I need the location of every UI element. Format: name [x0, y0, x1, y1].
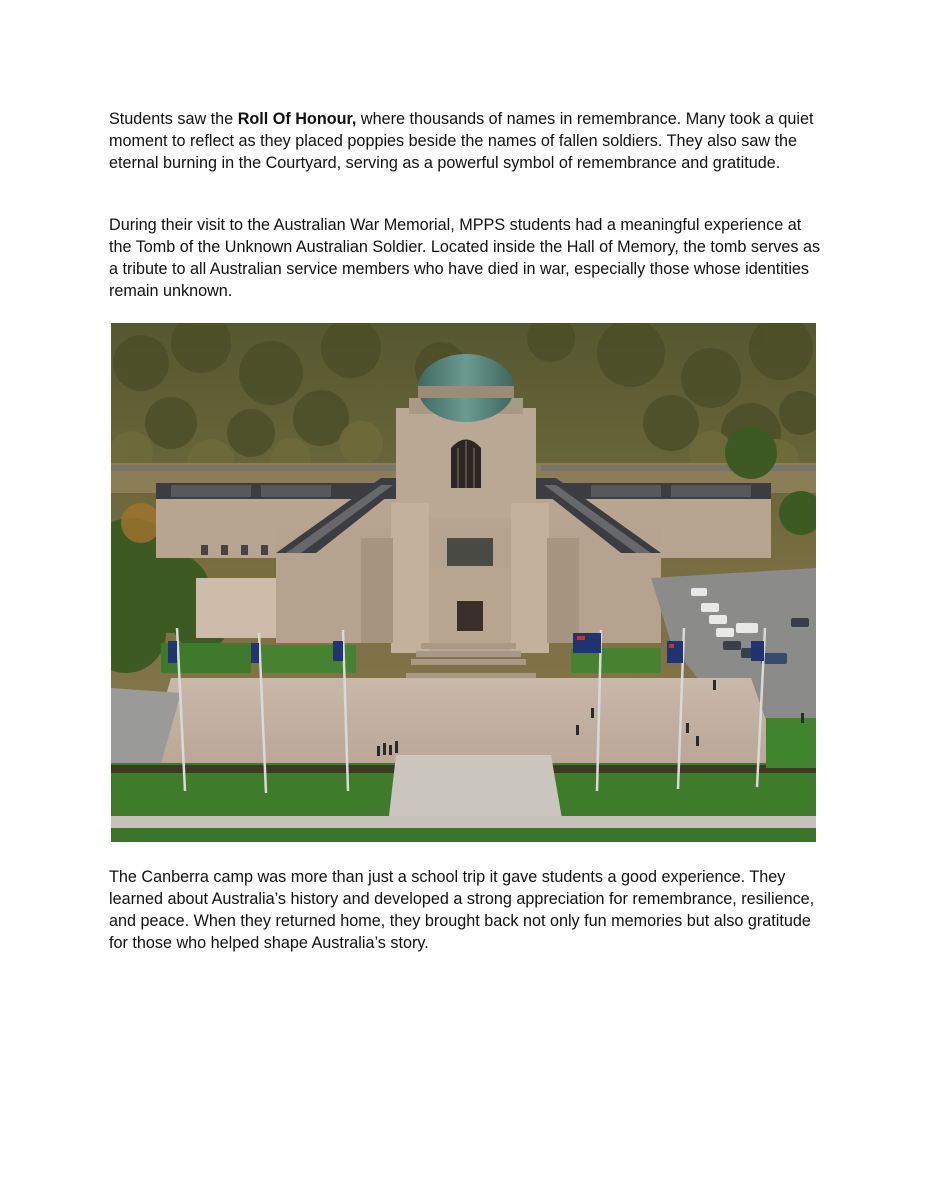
paragraph-roll-of-honour — [109, 108, 821, 174]
paragraph-tomb-visit: During their visit to the Australian War Memorial, MPPS students had a meaningful experience at the Tomb of the Unknown Australian Soldier. Located inside the Hall of Memory, the tomb serves as a tribute to all Australian service members who have died in war, especially those whose identities remain unknown. — [109, 216, 821, 300]
paragraph-conclusion: The Canberra camp was more than just a school trip it gave students a good experience. They learned about Australia’s history and developed a strong appreciation for remembrance, resilience, and peace. When they returned home, they brought back not only fun memories but also gratitude for those who helped shape Australia’s story. — [109, 868, 815, 952]
paragraph-suffix: where thousands of names in remembrance. Many took a quiet moment to reflect as they placed poppies beside the names of fallen soldiers. They also saw the eternal burning in the Courtyard, serving as a powerful symbol of remembrance and gratitude. — [109, 110, 814, 172]
paragraph-prefix: Students saw the — [109, 110, 238, 128]
roll-of-honour-bold: Roll Of Honour, — [237, 110, 357, 128]
war-memorial-photo — [111, 323, 816, 842]
